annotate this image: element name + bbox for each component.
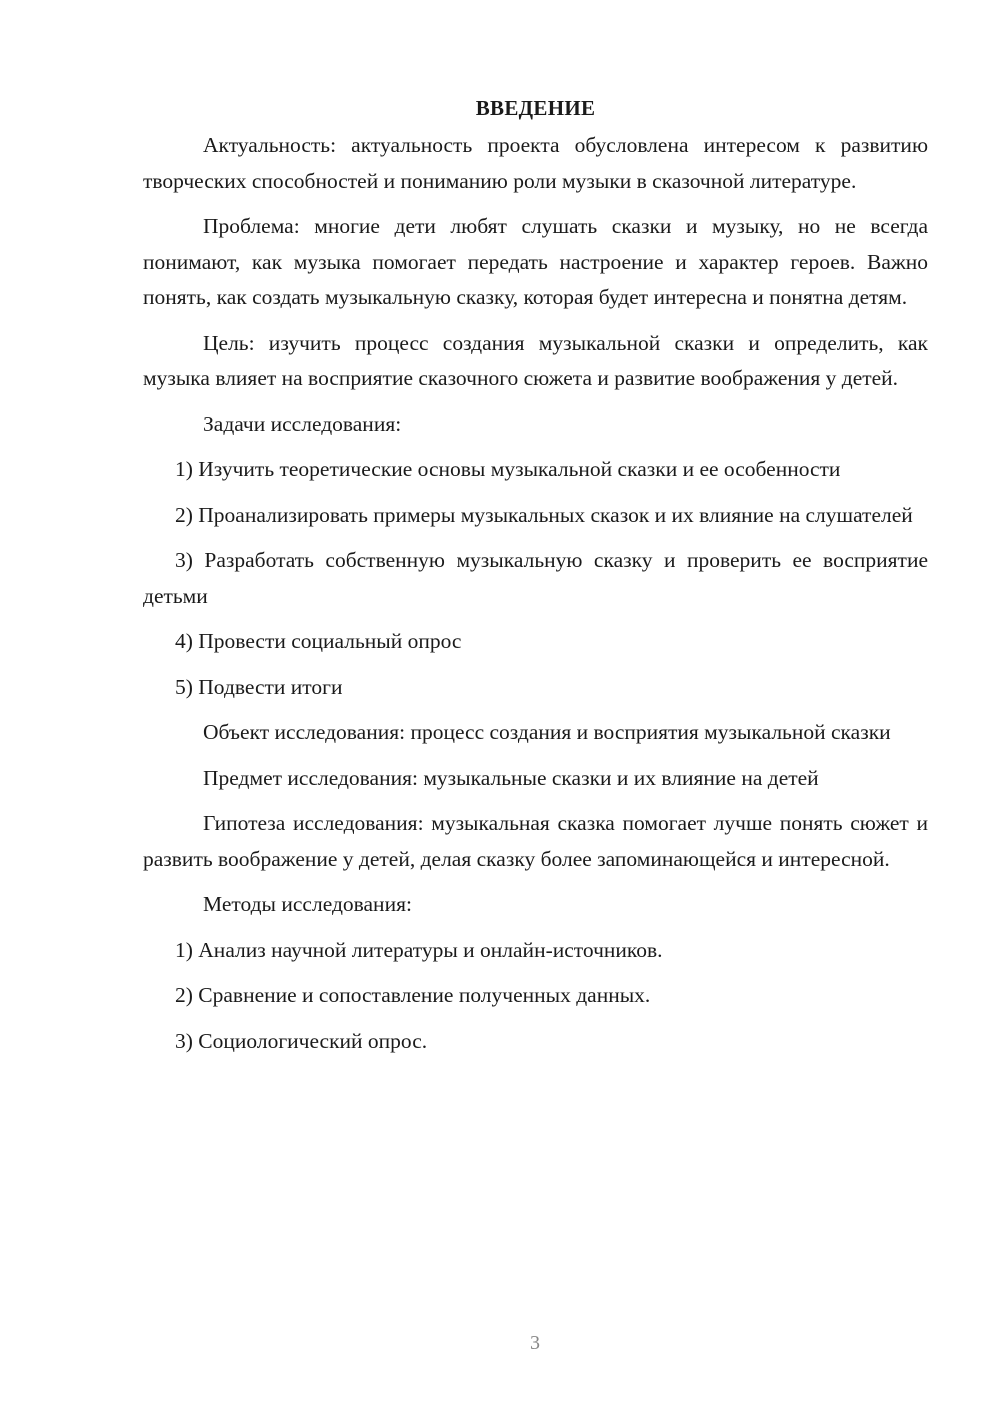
method-item-1: 1) Анализ научной литературы и онлайн-источников. — [175, 937, 663, 962]
paragraph-goal: Цель: изучить процесс создания музыкальной сказки и определить, как музыка влияет на восприятие сказочного сюжета и развитие воображения у детей. — [143, 330, 928, 390]
task-item-4: 4) Провести социальный опрос — [175, 629, 462, 653]
page-number: 3 — [530, 1332, 540, 1354]
paragraph-subject: Предмет исследования: музыкальные сказки и их влияние на детей — [203, 765, 819, 790]
method-item-3: 3) Социологический опрос. — [175, 1028, 428, 1053]
paragraph-hypothesis: Гипотеза исследования: музыкальная сказка помогает лучше понять сюжет и развить воображение у детей, делая сказку более запоминающейся и интересной. — [143, 811, 928, 871]
method-item-2: 2) Сравнение и сопоставление полученных данных. — [175, 983, 651, 1007]
paragraph-methods-heading: Методы исследования: — [203, 892, 412, 916]
task-item-5: 5) Подвести итоги — [175, 674, 343, 699]
task-item-1: 1) Изучить теоретические основы музыкальной сказки и ее особенности — [175, 457, 841, 481]
paragraph-object: Объект исследования: процесс создания и восприятия музыкальной сказки — [203, 720, 891, 744]
task-item-3: 3) Разработать собственную музыкальную сказку и проверить ее восприятие детьми — [143, 548, 928, 608]
document-page — [143, 90, 928, 1069]
paragraph-tasks-heading: Задачи исследования: — [203, 411, 402, 436]
task-item-2: 2) Проанализировать примеры музыкальных сказок и их влияние на слушателей — [175, 502, 913, 527]
paragraph-relevance: Актуальность: актуальность проекта обусловлена интересом к развитию творческих способностей и пониманию роли музыки в сказочной литературе. — [143, 133, 928, 193]
paragraph-problem: Проблема: многие дети любят слушать сказки и музыку, но не всегда понимают, как музыка помогает передать настроение и характер героев. Важно понять, как создать музыкальную сказку, которая будет интересна и понятна детям. — [143, 214, 928, 309]
section-title: ВВЕДЕНИЕ — [475, 96, 596, 120]
